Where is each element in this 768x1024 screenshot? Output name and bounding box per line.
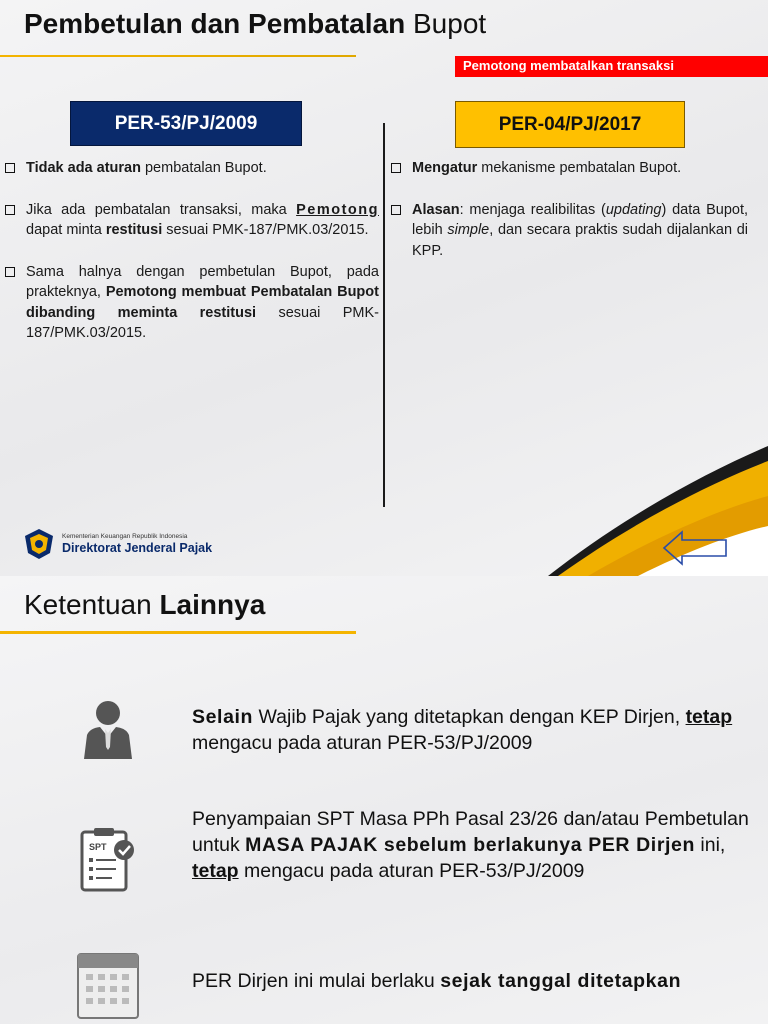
bullet-bold-text: Pemotong membuat Pembatalan Bupot dibanding meminta restitusi <box>26 284 379 321</box>
slide-ketentuan-lainnya <box>0 576 768 1024</box>
bullet-text: mekanisme pembatalan Bupot. <box>477 160 682 176</box>
decorative-swoosh <box>548 426 768 576</box>
slide2-title <box>24 589 265 621</box>
right-bullet-2 <box>390 200 748 262</box>
slide1-title-bold: Pembetulan dan Pembatalan <box>24 8 406 39</box>
checkbox-bullet-icon <box>5 267 15 277</box>
logo-directorate-text: Direktorat Jenderal Pajak <box>62 541 213 555</box>
row1-text <box>192 704 752 756</box>
bullet-text: ) data Bupot, lebih <box>412 201 748 238</box>
right-column <box>390 158 748 282</box>
row2-underlined-text: tetap <box>192 860 239 882</box>
clipboard-check-icon <box>80 826 140 892</box>
ministry-emblem-icon <box>22 527 56 561</box>
row3-bold-text: sejak tanggal ditetapkan <box>440 970 682 992</box>
slide2-title-rest: Ketentuan <box>24 589 152 620</box>
title-underline <box>0 631 356 634</box>
bullet-underlined-text: Pemotong <box>296 201 379 218</box>
djp-logo <box>22 527 212 561</box>
slide2-title-bold: Lainnya <box>159 589 266 620</box>
bullet-bold-text: Alasan <box>412 201 460 218</box>
row3-text-a: PER Dirjen ini mulai berlaku <box>192 970 441 992</box>
right-header-box: PER-04/PJ/2017 <box>455 101 685 148</box>
checkbox-bullet-icon <box>5 163 15 173</box>
left-bullet-3 <box>4 262 379 344</box>
bullet-text: sesuai PMK-187/PMK.03/2015. <box>162 222 369 238</box>
slide1-title-rest: Bupot <box>413 8 487 39</box>
back-arrow-icon[interactable] <box>662 528 730 568</box>
row2-text-a: Penyampaian SPT Masa PPh Pasal 23/26 dan/atau Pembetulan untuk <box>192 808 749 856</box>
clipboard-label: SPT <box>89 842 107 852</box>
bullet-bold-text: restitusi <box>105 222 163 238</box>
bullet-text: dapat minta <box>26 222 106 238</box>
row2-bold-text: MASA PAJAK sebelum berlakunya PER Dirjen <box>245 834 695 856</box>
calendar-icon <box>76 950 140 1020</box>
bullet-text: Sama halnya dengan pembetulan Bupot, pada prakteknya, <box>26 263 379 300</box>
bullet-italic-text: updating <box>605 201 662 218</box>
red-banner: Pemotong membatalkan transaksi <box>455 56 768 77</box>
slide1-title <box>24 8 486 40</box>
row2-text <box>192 806 762 884</box>
checkbox-bullet-icon <box>5 205 15 215</box>
bullet-text: sesuai PMK-187/PMK.03/2015. <box>26 304 379 341</box>
left-column <box>4 158 379 365</box>
logo-ministry-text: Kementerian Keuangan Republik Indonesia <box>62 533 188 540</box>
right-bullet-1 <box>390 158 748 179</box>
bullet-text: pembatalan Bupot. <box>140 160 267 176</box>
bullet-italic-text: simple <box>447 222 490 238</box>
row1-underlined-text: tetap <box>685 706 733 728</box>
row1-text-b: mengacu pada aturan PER-53/PJ/2009 <box>192 732 533 754</box>
row1-text-a: Wajib Pajak yang ditetapkan dengan KEP Dirjen, <box>253 706 686 728</box>
row2-text-c: mengacu pada aturan PER-53/PJ/2009 <box>238 860 585 882</box>
column-divider <box>383 123 385 507</box>
left-bullet-2 <box>4 200 379 241</box>
checkbox-bullet-icon <box>391 163 401 173</box>
bullet-text: , dan secara praktis sudah dijalankan di KPP. <box>412 222 748 259</box>
row3-text <box>192 968 762 994</box>
bullet-text: Jika ada pembatalan transaksi, maka <box>26 201 297 218</box>
checkbox-bullet-icon <box>391 205 401 215</box>
left-header-box: PER-53/PJ/2009 <box>70 101 302 146</box>
person-icon <box>78 699 138 761</box>
row2-text-b: ini, <box>695 834 726 856</box>
bullet-bold-text: Tidak ada aturan <box>26 160 141 176</box>
bullet-bold-text: Mengatur <box>412 160 478 176</box>
row1-bold-text: Selain <box>192 706 254 728</box>
title-underline <box>0 55 356 57</box>
bullet-text: : menjaga realibilitas ( <box>459 201 606 218</box>
left-bullet-1 <box>4 158 379 179</box>
